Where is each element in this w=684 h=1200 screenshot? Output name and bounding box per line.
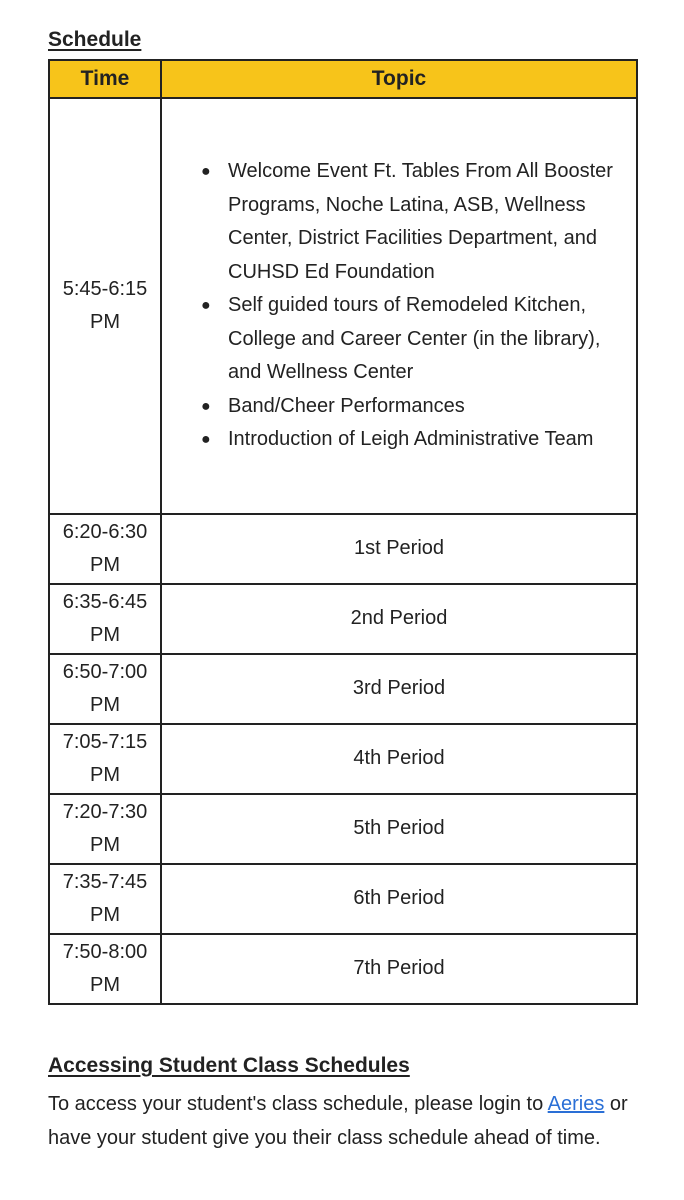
time-cell — [49, 654, 161, 724]
table-row — [49, 864, 637, 934]
time-range: 7:50-8:00 — [62, 940, 148, 963]
table-row — [49, 654, 637, 724]
period-topic: 6th Period — [161, 864, 637, 934]
table-row — [49, 584, 637, 654]
time-cell — [49, 794, 161, 864]
period-topic: 7th Period — [161, 934, 637, 1004]
time-cell — [49, 724, 161, 794]
bullet-icon: ● — [201, 397, 211, 415]
time-suffix: PM — [90, 764, 120, 786]
topic-cell — [161, 98, 637, 514]
list-item — [201, 155, 628, 289]
time-cell — [49, 934, 161, 1004]
time-suffix: PM — [90, 694, 120, 716]
access-text-before: To access your student's class schedule, please login to — [48, 1093, 548, 1115]
time-cell — [49, 98, 161, 514]
topic-list — [162, 155, 636, 457]
time-range: 7:20-7:30 — [62, 800, 148, 823]
table-row — [49, 794, 637, 864]
table-row — [49, 514, 637, 584]
topic-column-header: Topic — [161, 60, 637, 98]
time-cell — [49, 584, 161, 654]
time-suffix: PM — [90, 554, 120, 576]
table-row — [49, 724, 637, 794]
list-item-text: Self guided tours of Remodeled Kitchen, College and Career Center (in the library), and Wellness Center — [228, 294, 601, 384]
schedule-table — [48, 59, 638, 1005]
period-topic: 3rd Period — [161, 654, 637, 724]
period-topic: 1st Period — [161, 514, 637, 584]
bullet-icon: ● — [201, 163, 211, 181]
time-suffix: PM — [90, 311, 120, 333]
table-row — [49, 934, 637, 1004]
table-row — [49, 98, 637, 514]
period-topic: 2nd Period — [161, 584, 637, 654]
period-topic: 4th Period — [161, 724, 637, 794]
time-cell — [49, 514, 161, 584]
time-range: 6:20-6:30 — [62, 520, 148, 543]
aeries-link[interactable]: Aeries — [547, 1093, 605, 1115]
table-header-row — [49, 60, 637, 98]
schedule-heading: Schedule — [48, 28, 142, 51]
list-item — [201, 390, 628, 424]
time-range: 7:35-7:45 — [62, 870, 148, 893]
list-item-text: Introduction of Leigh Administrative Team — [228, 428, 594, 451]
bullet-icon: ● — [201, 431, 211, 449]
bullet-icon: ● — [201, 297, 211, 315]
time-range: 6:35-6:45 — [62, 590, 148, 613]
access-paragraph — [48, 1088, 636, 1155]
list-item-text: Welcome Event Ft. Tables From All Booster Programs, Noche Latina, ASB, Wellness Center, District Facilities Department, and CUHSD Ed Foundation — [228, 160, 613, 283]
time-suffix: PM — [90, 834, 120, 856]
time-range: 6:50-7:00 — [62, 660, 148, 683]
time-range: 7:05-7:15 — [62, 730, 148, 753]
time-suffix: PM — [90, 624, 120, 646]
list-item-text: Band/Cheer Performances — [228, 394, 465, 417]
list-item — [201, 423, 628, 457]
access-text-after: or have your student give you their class schedule ahead of time. — [48, 1093, 628, 1149]
list-item — [201, 289, 628, 390]
time-range: 5:45-6:15 — [62, 277, 148, 300]
period-topic: 5th Period — [161, 794, 637, 864]
time-cell — [49, 864, 161, 934]
access-heading: Accessing Student Class Schedules — [48, 1054, 410, 1077]
time-suffix: PM — [90, 974, 120, 996]
time-suffix: PM — [90, 904, 120, 926]
time-column-header: Time — [49, 60, 161, 98]
